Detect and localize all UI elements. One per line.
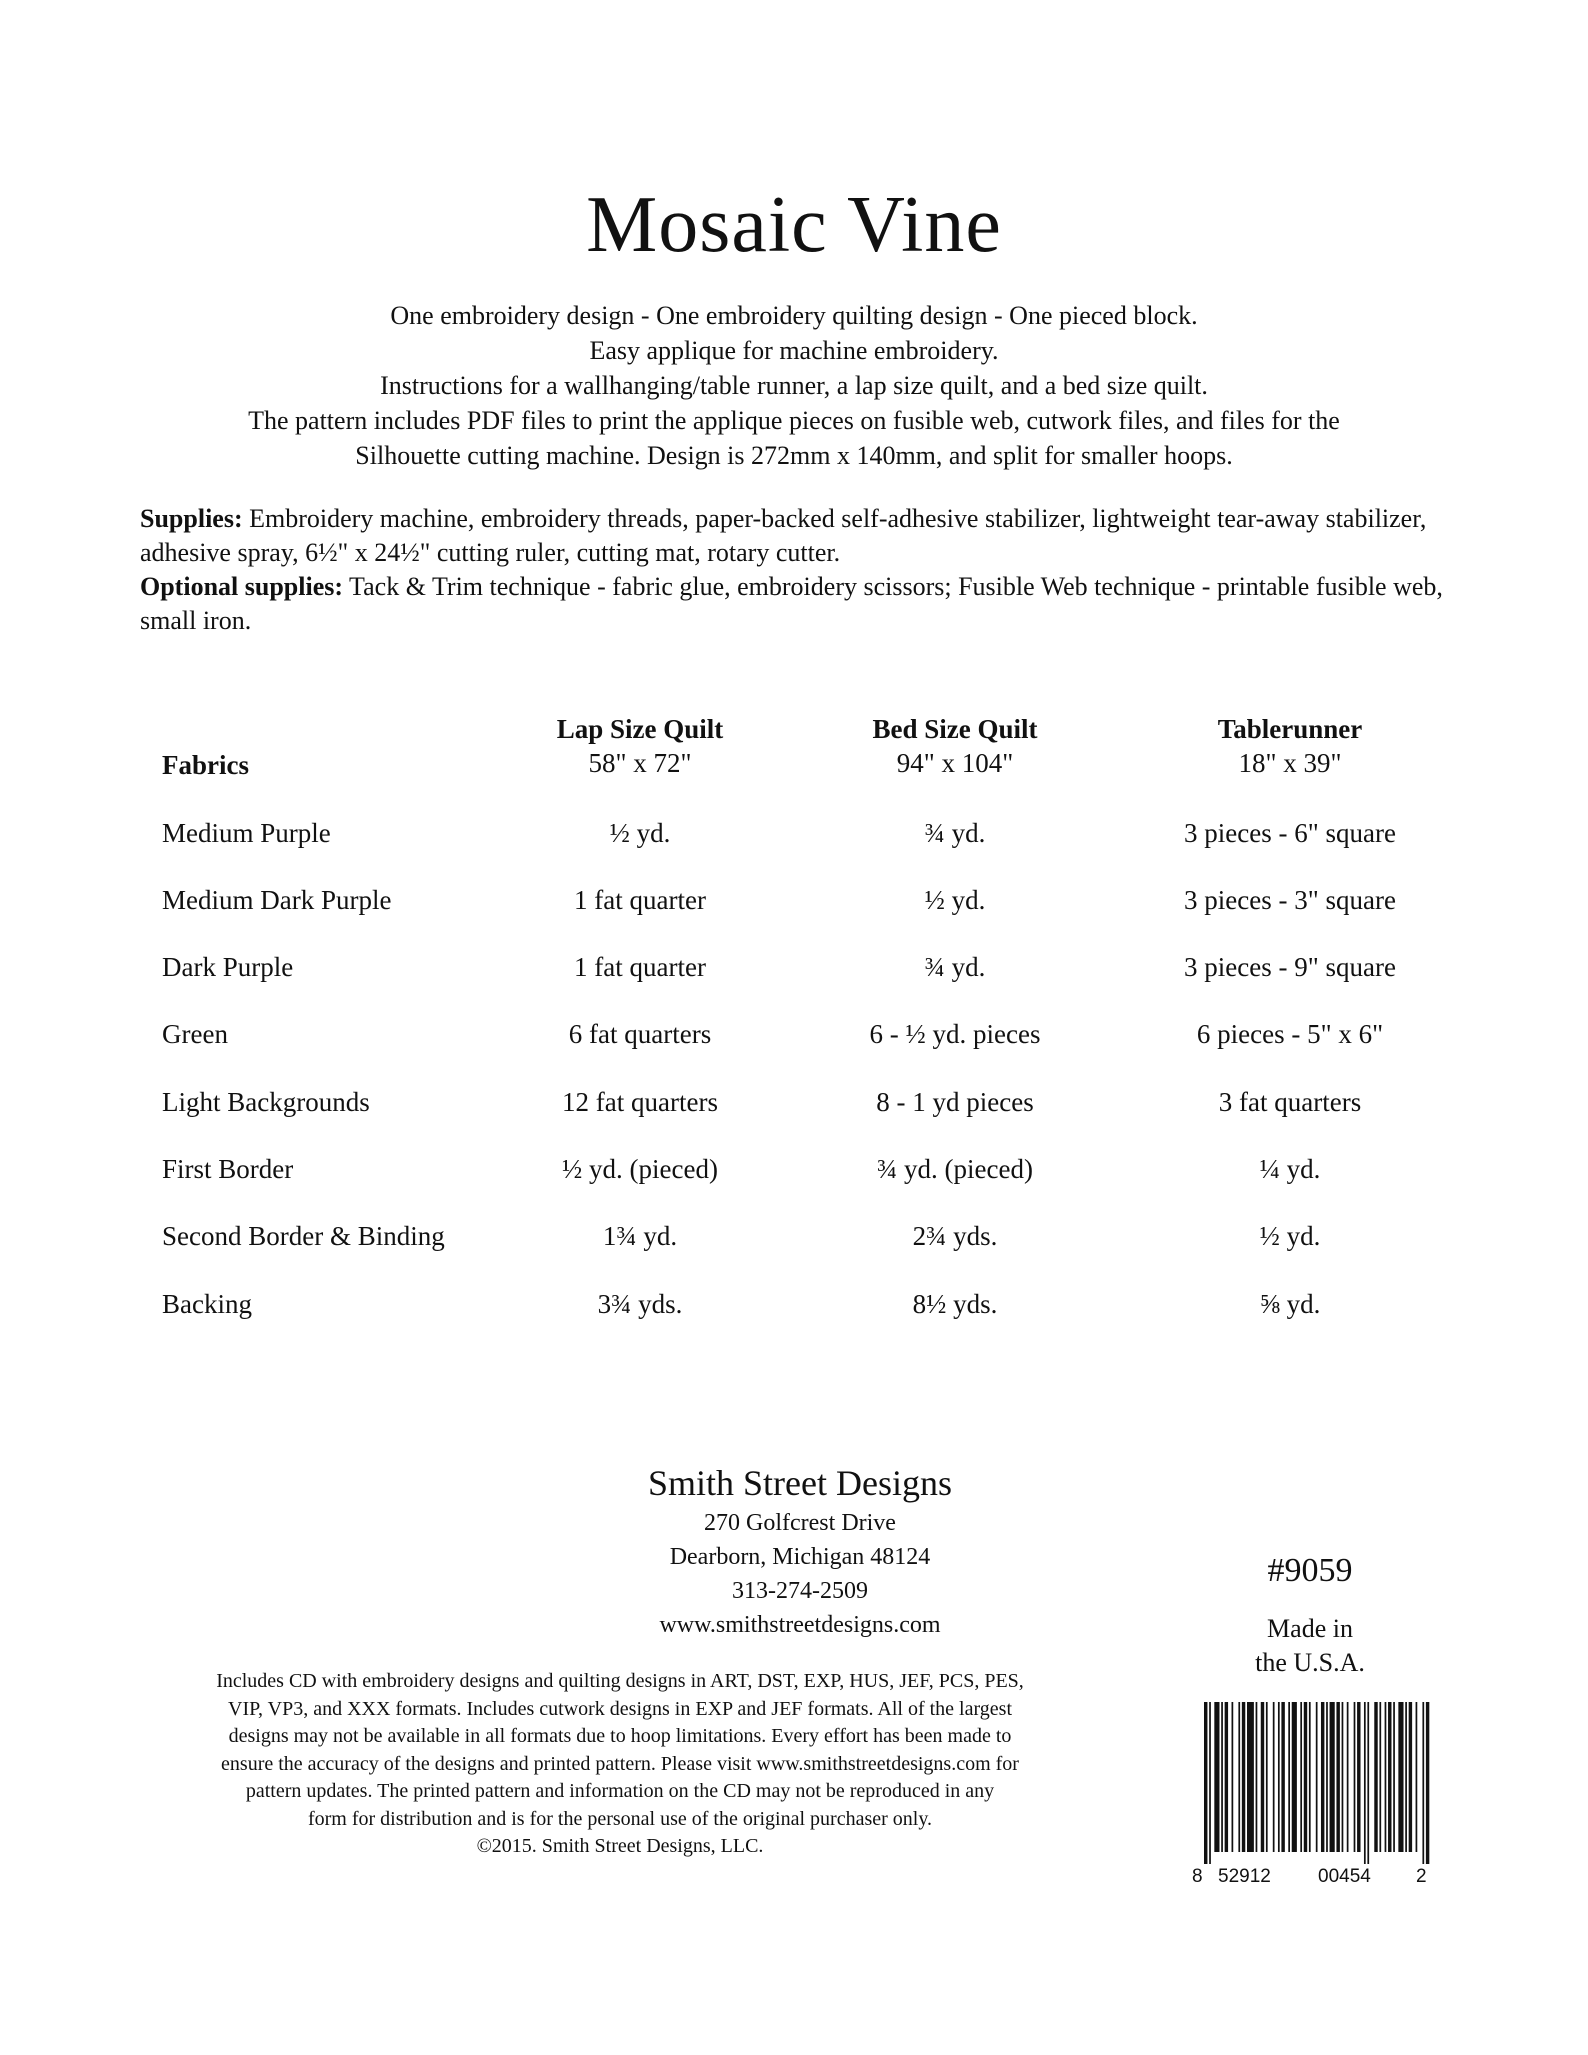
barcode-bar (1330, 1702, 1335, 1852)
disclaimer-text (120, 1668, 1120, 1861)
intro-line: The pattern includes PDF files to print the applique pieces on fusible web, cutwork files, and files for the (248, 406, 1340, 435)
intro-line: Silhouette cutting machine. Design is 272mm x 140mm, and split for smaller hoops. (355, 441, 1233, 470)
barcode-bar (1281, 1702, 1284, 1852)
company-address-line1: 270 Golfcrest Drive (704, 1510, 896, 1536)
made-in-line: the U.S.A. (1255, 1648, 1365, 1677)
table-row (0, 818, 1588, 858)
barcode-bar (1288, 1702, 1290, 1852)
column-header-name: Bed Size Quilt (872, 714, 1038, 744)
lap-amount: 12 fat quarters (562, 1087, 718, 1117)
tablerunner-amount: ¼ yd. (1259, 1154, 1321, 1184)
column-header-tablerunner (1150, 712, 1430, 780)
intro-line: One embroidery design - One embroidery quilting design - One pieced block. (390, 301, 1198, 330)
company-contact (440, 1460, 1160, 1642)
barcode-bar (1266, 1702, 1268, 1852)
product-info (1200, 1548, 1420, 1680)
barcode-digit-first: 8 (1192, 1866, 1203, 1887)
barcode-bar (1247, 1702, 1254, 1852)
barcode-bar (1416, 1702, 1418, 1852)
barcode-bar (1242, 1702, 1245, 1852)
company-phone: 313-274-2509 (732, 1578, 868, 1604)
disclaimer-line: designs may not be available in all formats due to hoop limitations. Every effort has been made to (228, 1725, 1012, 1747)
fabric-name: Green (162, 1019, 228, 1049)
barcode-bar (1379, 1702, 1381, 1852)
tablerunner-amount: 3 pieces - 9" square (1184, 952, 1396, 982)
intro-line: Instructions for a wallhanging/table runner, a lap size quilt, and a bed size quilt. (380, 371, 1208, 400)
tablerunner-amount: 3 fat quarters (1218, 1087, 1362, 1117)
barcode-bar (1209, 1702, 1211, 1864)
disclaimer-line: Includes CD with embroidery designs and quilting designs in ART, DST, EXP, HUS, JEF, PCS, PES, (216, 1670, 1024, 1692)
barcode-bar (1256, 1702, 1258, 1852)
barcode-bar (1398, 1702, 1403, 1852)
optional-supplies-paragraph (140, 570, 1460, 638)
column-header-lap (505, 712, 775, 780)
barcode-digit-last: 2 (1416, 1866, 1427, 1887)
barcode-bar (1278, 1702, 1280, 1852)
tablerunner-amount: ⅝ yd. (1259, 1289, 1321, 1319)
barcode-bar (1357, 1702, 1360, 1852)
barcode-bar (1221, 1702, 1223, 1852)
fabric-name: First Border (162, 1154, 294, 1184)
barcode-bar (1364, 1702, 1366, 1864)
disclaimer-line: ensure the accuracy of the designs and printed pattern. Please visit www.smithstreetdesigns.com for (221, 1752, 1019, 1775)
table-row (0, 1087, 1588, 1127)
column-header-size: 94" x 104" (896, 748, 1014, 778)
table-row (0, 885, 1588, 925)
company-address-line2: Dearborn, Michigan 48124 (669, 1544, 931, 1570)
barcode-bar (1261, 1702, 1264, 1852)
table-row (0, 1019, 1588, 1059)
supplies-label: Supplies: (140, 504, 243, 533)
barcode-bar (1426, 1702, 1429, 1864)
column-header-size: 58" x 72" (588, 748, 692, 778)
barcode-bar (1405, 1702, 1407, 1852)
barcode-digits-right: 00454 (1318, 1866, 1371, 1887)
table-row (0, 1154, 1588, 1194)
bed-amount: ¾ yd. (924, 952, 986, 982)
lap-amount: 1¾ yd. (602, 1221, 678, 1251)
lap-amount: ½ yd. (609, 818, 671, 848)
bed-amount: ¾ yd. (pieced) (877, 1154, 1033, 1184)
tablerunner-amount: 6 pieces - 5" x 6" (1196, 1019, 1384, 1049)
pattern-number: #9059 (1267, 1552, 1353, 1589)
barcode-bar (1225, 1702, 1228, 1852)
column-header-size: 18" x 39" (1238, 748, 1342, 778)
tablerunner-amount: 3 pieces - 3" square (1184, 885, 1396, 915)
page-title: Mosaic Vine (586, 181, 1002, 269)
disclaimer-line: pattern updates. The printed pattern and information on the CD may not be reproduced in any (245, 1780, 995, 1802)
disclaimer-line: VIP, VP3, and XXX formats. Includes cutwork designs in EXP and JEF formats. All of the largest (228, 1697, 1012, 1720)
barcode-bar (1214, 1702, 1219, 1852)
company-name: Smith Street Designs (648, 1463, 952, 1503)
column-header-name: Tablerunner (1217, 714, 1363, 744)
intro-line: Easy applique for machine embroidery. (589, 336, 999, 365)
barcode-bar (1304, 1702, 1307, 1852)
barcode-bar (1393, 1702, 1395, 1852)
supplies-paragraph (140, 502, 1460, 570)
column-header-bed (820, 712, 1090, 780)
fabrics-column-header: Fabrics (162, 750, 249, 780)
barcode-bar (1422, 1702, 1424, 1864)
fabric-name: Backing (162, 1289, 252, 1319)
made-in-line: Made in (1267, 1614, 1353, 1643)
bed-amount: 6 - ½ yd. pieces (869, 1019, 1041, 1049)
barcode-bar (1342, 1702, 1344, 1852)
lap-amount: 1 fat quarter (574, 952, 706, 982)
intro-description (110, 298, 1478, 473)
barcode-bar (1347, 1702, 1349, 1852)
table-row (0, 952, 1588, 992)
barcode-bar (1388, 1702, 1391, 1852)
lap-amount: 3¾ yds. (597, 1289, 683, 1319)
company-website: www.smithstreetdesigns.com (659, 1612, 941, 1638)
supplies-text: Embroidery machine, embroidery threads, paper-backed self-adhesive stabilizer, lightweight tear-away stabilizer, adhesive spray, 6½" x 24½" cutting ruler, cutting mat, rotary cutter. (140, 504, 1427, 567)
bed-amount: 8½ yds. (912, 1289, 998, 1319)
barcode-bar (1292, 1702, 1297, 1852)
barcode-bar (1367, 1702, 1369, 1864)
optional-supplies-text: Tack & Trim technique - fabric glue, embroidery scissors; Fusible Web technique - printable fusible web, small iron. (140, 572, 1443, 635)
barcode-bar (1326, 1702, 1328, 1852)
barcode-bar (1374, 1702, 1377, 1852)
fabric-name: Light Backgrounds (162, 1087, 370, 1117)
barcode-bar (1273, 1702, 1275, 1852)
barcode-bar (1354, 1702, 1356, 1852)
barcode-bar (1238, 1702, 1240, 1852)
barcode-bar (1204, 1702, 1207, 1864)
barcode-bar (1336, 1702, 1339, 1852)
fabric-name: Second Border & Binding (162, 1221, 445, 1251)
fabric-name: Medium Purple (162, 818, 331, 848)
supplies-section (140, 502, 1460, 638)
barcode-bar (1232, 1702, 1234, 1852)
made-in-label (1200, 1612, 1420, 1680)
disclaimer-line: form for distribution and is for the personal use of the original purchaser only. (307, 1807, 933, 1830)
barcode-bars (1200, 1702, 1430, 1864)
barcode-bar (1300, 1702, 1302, 1852)
barcode (1200, 1702, 1430, 1864)
barcode-bar (1309, 1702, 1311, 1852)
copyright-line: ©2015. Smith Street Designs, LLC. (476, 1835, 764, 1857)
barcode-bar (1321, 1702, 1324, 1852)
bed-amount: ½ yd. (924, 885, 986, 915)
barcode-bar (1316, 1702, 1318, 1852)
lap-amount: ½ yd. (pieced) (562, 1154, 718, 1184)
fabric-name: Dark Purple (162, 952, 294, 982)
column-header-name: Lap Size Quilt (556, 714, 724, 744)
table-row (0, 1221, 1588, 1261)
tablerunner-amount: 3 pieces - 6" square (1184, 818, 1396, 848)
tablerunner-amount: ½ yd. (1259, 1221, 1321, 1251)
bed-amount: 2¾ yds. (912, 1221, 998, 1251)
fabric-name: Medium Dark Purple (162, 885, 392, 915)
lap-amount: 1 fat quarter (574, 885, 706, 915)
lap-amount: 6 fat quarters (568, 1019, 712, 1049)
bed-amount: ¾ yd. (924, 818, 986, 848)
barcode-bar (1385, 1702, 1387, 1852)
optional-supplies-label: Optional supplies: (140, 572, 344, 601)
barcode-bar (1409, 1702, 1412, 1852)
barcode-digits-left: 52912 (1218, 1866, 1271, 1887)
bed-amount: 8 - 1 yd pieces (876, 1087, 1034, 1117)
table-row (0, 1289, 1588, 1329)
